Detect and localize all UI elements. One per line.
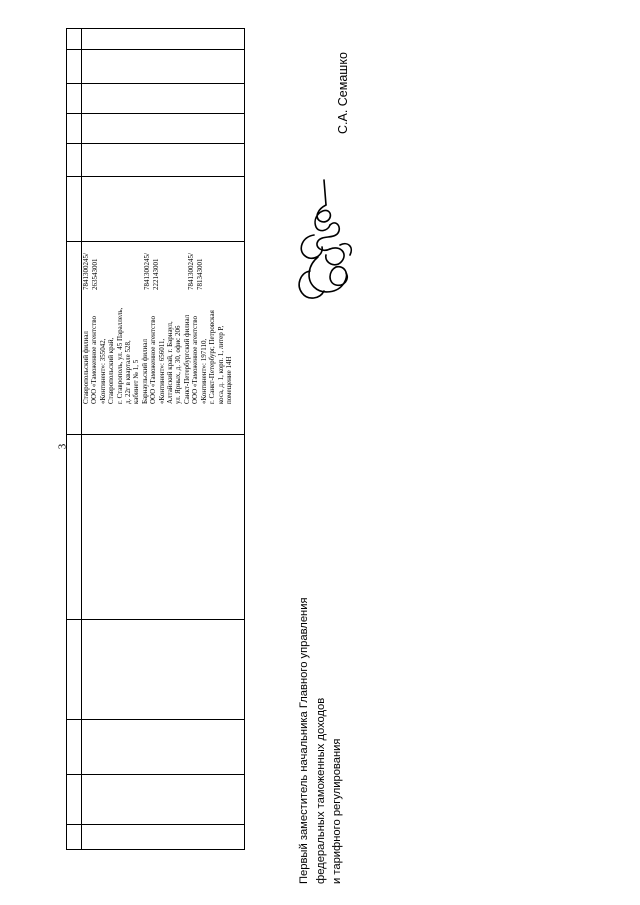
address-line: «Континент»: 355042, — [98, 338, 107, 404]
address-line: ул. Ярных, д. 30, офис 206 — [174, 325, 183, 404]
table-divider — [67, 434, 244, 435]
signer-title-line: Первый заместитель начальника Главного управления — [298, 597, 310, 884]
address-line: кабинет № 1, 5 — [132, 359, 141, 404]
table-divider — [67, 83, 244, 84]
signer-title — [296, 597, 346, 884]
signer-name: С.А. Семашко — [336, 52, 350, 134]
inn-value: 7841300245/ — [82, 253, 90, 290]
address-line: коса, д. 1, корп. 1, литер Р, — [216, 325, 225, 404]
address-line: ООО «Таможенное агентство — [191, 316, 200, 404]
address-line: Алтайский край, г. Барнаул, — [166, 321, 175, 404]
kpp-value: 781343001 — [195, 258, 204, 290]
table-divider — [67, 49, 244, 50]
inn-value: 7841300245/ — [187, 253, 195, 290]
address-line: г. Ставрополь, ул. 45 Параллель, — [115, 307, 124, 404]
address-line: «Континент»: 656011, — [157, 338, 166, 404]
signer-title-line: федеральных таможенных доходов — [314, 697, 327, 884]
table-divider — [67, 143, 244, 144]
table-divider — [67, 719, 244, 720]
address-line: Барнаульский филиал — [140, 339, 149, 404]
table-divider — [67, 113, 244, 114]
address-line: г. Санкт-Петербург, Петровская — [208, 310, 217, 404]
handwritten-signature-icon — [288, 175, 368, 315]
signer-title-line: и тарифного регулирования — [331, 738, 343, 884]
table-divider — [67, 619, 244, 620]
address-line: помещение 14Н — [224, 356, 233, 404]
table-divider — [67, 824, 244, 825]
registry-table — [66, 28, 245, 850]
address-line: д. 22г в квартале 528, — [124, 340, 133, 404]
code-entry — [187, 253, 204, 290]
kpp-value: 263543001 — [90, 258, 99, 290]
inn-value: 7841300245/ — [143, 253, 151, 290]
address-line: Ставропольский край, — [107, 337, 116, 404]
table-divider — [81, 29, 82, 849]
address-line: Санкт-Петербургский филиал — [182, 314, 191, 404]
table-divider — [67, 774, 244, 775]
kpp-value: 222143001 — [151, 258, 160, 290]
page-number: 3 — [56, 443, 69, 450]
code-entry — [82, 253, 99, 290]
code-entry — [143, 253, 160, 290]
address-cell — [82, 214, 233, 404]
address-line: ООО «Таможенное агентство — [149, 316, 158, 404]
table-divider — [67, 176, 244, 177]
address-line: Ставропольский филиал — [82, 331, 90, 404]
address-line: ООО «Таможенное агентство — [90, 316, 99, 404]
address-line: «Континент»: 197110, — [199, 338, 208, 404]
